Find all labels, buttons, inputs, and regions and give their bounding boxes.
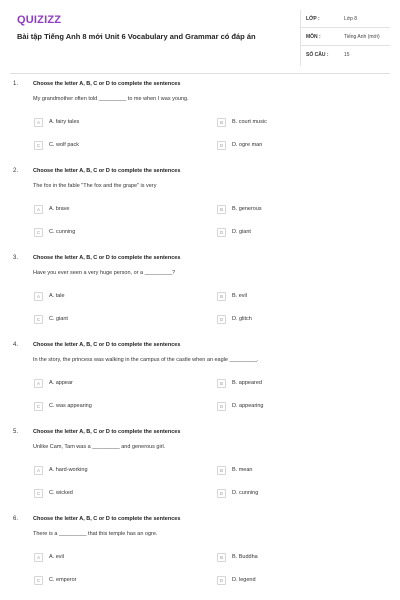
option-letter: A bbox=[34, 118, 43, 127]
option-letter: A bbox=[34, 466, 43, 475]
option-letter: A bbox=[34, 379, 43, 388]
option-d[interactable] bbox=[217, 227, 251, 237]
option-b[interactable] bbox=[217, 465, 252, 475]
option-letter: C bbox=[34, 576, 43, 585]
question-text: My grandmother often told _________ to me when I was young. bbox=[33, 96, 189, 102]
option-text: C. wicked bbox=[49, 490, 73, 496]
option-letter: B bbox=[217, 466, 226, 475]
option-b[interactable] bbox=[217, 552, 258, 562]
option-letter: C bbox=[34, 315, 43, 324]
option-letter: D bbox=[217, 576, 226, 585]
question-text: Unlike Cam, Tam was a _________ and generous girl. bbox=[33, 444, 166, 450]
question-instruction: Choose the letter A, B, C or D to complete the sentences bbox=[33, 516, 181, 522]
option-letter: A bbox=[34, 292, 43, 301]
option-text: C. cunning bbox=[49, 229, 76, 235]
option-a[interactable] bbox=[34, 117, 79, 127]
meta-row-count bbox=[300, 46, 390, 64]
option-letter: D bbox=[217, 141, 226, 150]
option-letter: B bbox=[217, 292, 226, 301]
meta-value: Tiếng Anh (mới) bbox=[344, 33, 380, 40]
quizizz-logo: QUIZIZZ bbox=[17, 14, 62, 26]
option-letter: A bbox=[34, 205, 43, 214]
option-a[interactable] bbox=[34, 291, 65, 301]
option-d[interactable] bbox=[217, 575, 256, 585]
question-block bbox=[0, 255, 400, 341]
option-text: D. glitch bbox=[232, 316, 252, 322]
meta-key: MÔN : bbox=[306, 33, 321, 40]
option-text: B. appeared bbox=[232, 380, 262, 386]
question-number: 3. bbox=[13, 255, 19, 261]
option-letter: C bbox=[34, 402, 43, 411]
option-text: A. fairy tales bbox=[49, 119, 80, 125]
option-letter: C bbox=[34, 228, 43, 237]
question-text: In the story, the princess was walking in the campus of the castle when an eagle _________. bbox=[33, 357, 259, 363]
question-text: The fox in the fable "The fox and the grape" is very bbox=[33, 183, 157, 189]
option-text: D. giant bbox=[232, 229, 251, 235]
question-number: 2. bbox=[13, 168, 19, 174]
meta-key: LỚP : bbox=[306, 15, 320, 22]
option-text: A. hard-working bbox=[49, 467, 88, 473]
option-d[interactable] bbox=[217, 401, 264, 411]
option-c[interactable] bbox=[34, 140, 79, 150]
option-letter: C bbox=[34, 141, 43, 150]
option-b[interactable] bbox=[217, 204, 262, 214]
option-text: A. tale bbox=[49, 293, 65, 299]
meta-value: 15 bbox=[344, 52, 350, 58]
option-b[interactable] bbox=[217, 117, 267, 127]
option-c[interactable] bbox=[34, 227, 75, 237]
question-text: Have you ever seen a very huge person, or a _________? bbox=[33, 270, 176, 276]
option-d[interactable] bbox=[217, 488, 258, 498]
question-block bbox=[0, 516, 400, 600]
option-letter: B bbox=[217, 205, 226, 214]
question-number: 1. bbox=[13, 81, 19, 87]
option-letter: D bbox=[217, 315, 226, 324]
question-block bbox=[0, 342, 400, 428]
option-c[interactable] bbox=[34, 401, 92, 411]
question-text: There is a _________ that this temple has an ogre. bbox=[33, 531, 158, 537]
option-text: C. giant bbox=[49, 316, 68, 322]
option-c[interactable] bbox=[34, 488, 73, 498]
worksheet-header bbox=[0, 0, 400, 72]
option-c[interactable] bbox=[34, 314, 68, 324]
meta-row-subject bbox=[300, 28, 390, 46]
question-block bbox=[0, 168, 400, 254]
option-text: C. wolf pack bbox=[49, 142, 79, 148]
option-text: A. appear bbox=[49, 380, 73, 386]
option-b[interactable] bbox=[217, 291, 247, 301]
worksheet-title: Bài tập Tiếng Anh 8 mới Unit 6 Vocabulary and Grammar có đáp án bbox=[17, 32, 256, 41]
option-d[interactable] bbox=[217, 140, 262, 150]
question-number: 5. bbox=[13, 429, 19, 435]
question-instruction: Choose the letter A, B, C or D to complete the sentences bbox=[33, 168, 181, 174]
option-text: D. legend bbox=[232, 577, 256, 583]
option-letter: B bbox=[217, 379, 226, 388]
question-instruction: Choose the letter A, B, C or D to complete the sentences bbox=[33, 429, 181, 435]
question-number: 6. bbox=[13, 516, 19, 522]
option-text: D. appearing bbox=[232, 403, 264, 409]
option-text: D. cunning bbox=[232, 490, 259, 496]
option-letter: C bbox=[34, 489, 43, 498]
worksheet-meta bbox=[300, 10, 390, 64]
question-block bbox=[0, 81, 400, 167]
meta-row-class bbox=[300, 10, 390, 28]
option-text: B. court music bbox=[232, 119, 267, 125]
question-instruction: Choose the letter A, B, C or D to complete the sentences bbox=[33, 81, 181, 87]
option-a[interactable] bbox=[34, 465, 88, 475]
option-letter: A bbox=[34, 553, 43, 562]
option-c[interactable] bbox=[34, 575, 77, 585]
option-text: A. evil bbox=[49, 554, 64, 560]
option-text: C. emperor bbox=[49, 577, 77, 583]
option-text: B. evil bbox=[232, 293, 247, 299]
option-text: A. brave bbox=[49, 206, 70, 212]
option-a[interactable] bbox=[34, 204, 69, 214]
header-divider bbox=[10, 73, 390, 74]
option-a[interactable] bbox=[34, 552, 64, 562]
option-text: C. was appearing bbox=[49, 403, 92, 409]
meta-value: Lớp 8 bbox=[344, 15, 358, 22]
option-letter: D bbox=[217, 489, 226, 498]
option-text: B. mean bbox=[232, 467, 253, 473]
option-letter: B bbox=[217, 553, 226, 562]
question-instruction: Choose the letter A, B, C or D to complete the sentences bbox=[33, 342, 181, 348]
meta-key: SỐ CÂU : bbox=[306, 52, 329, 58]
option-text: D. ogre man bbox=[232, 142, 263, 148]
option-text: B. Buddha bbox=[232, 554, 258, 560]
option-letter: D bbox=[217, 402, 226, 411]
option-a[interactable] bbox=[34, 378, 73, 388]
option-b[interactable] bbox=[217, 378, 262, 388]
question-number: 4. bbox=[13, 342, 19, 348]
question-instruction: Choose the letter A, B, C or D to complete the sentences bbox=[33, 255, 181, 261]
option-letter: D bbox=[217, 228, 226, 237]
question-block bbox=[0, 429, 400, 515]
option-letter: B bbox=[217, 118, 226, 127]
option-d[interactable] bbox=[217, 314, 252, 324]
option-text: B. generous bbox=[232, 206, 262, 212]
